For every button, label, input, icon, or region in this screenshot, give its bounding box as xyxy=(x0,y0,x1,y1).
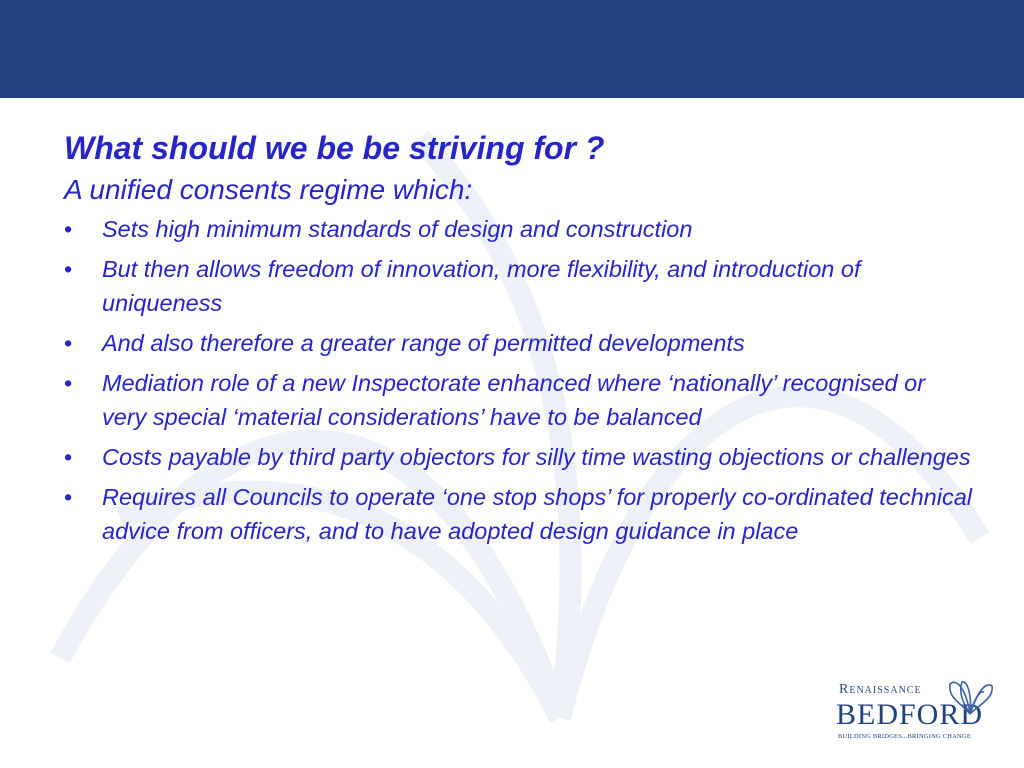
bullet-text: But then allows freedom of innovation, more flexibility, and introduction of uniqueness xyxy=(102,256,861,316)
bullet-text: Mediation role of a new Inspectorate enhanced where ‘nationally’ recognised or very special ‘material considerations’ have to be balanced xyxy=(102,370,926,430)
slide-subheading: A unified consents regime which: xyxy=(64,174,473,205)
bullet-item xyxy=(64,326,974,360)
header-band xyxy=(0,0,1024,98)
bullet-marker: • xyxy=(64,216,73,242)
bullet-item xyxy=(64,440,974,474)
butterfly-logo-icon xyxy=(944,674,996,718)
bullet-marker: • xyxy=(64,330,73,356)
bullet-item xyxy=(64,480,974,548)
bullet-text: Sets high minimum standards of design and construction xyxy=(102,216,693,242)
bullet-marker: • xyxy=(64,444,73,470)
bullet-marker: • xyxy=(64,484,73,510)
bullet-text: Requires all Councils to operate ‘one stop shops’ for properly co-ordinated technical advice from officers, and to have adopted design guidance in place xyxy=(102,484,972,544)
bullet-item xyxy=(64,212,974,246)
logo-text-bedford: BEDFORD xyxy=(836,698,984,731)
bullet-item xyxy=(64,366,974,434)
bullet-item xyxy=(64,252,974,320)
renaissance-bedford-logo xyxy=(836,674,996,744)
bullet-text: Costs payable by third party objectors for silly time wasting objections or challenges xyxy=(102,444,971,470)
slide-heading: What should we be be striving for ? xyxy=(64,130,605,166)
bullet-marker: • xyxy=(64,370,73,396)
bullet-marker: • xyxy=(64,256,73,282)
slide-content xyxy=(64,128,974,554)
bullet-list xyxy=(64,212,974,548)
logo-text-renaissance: Renaissance xyxy=(839,682,922,697)
logo-tagline: BUILDING BRIDGES...BRINGING CHANGE xyxy=(838,733,972,740)
bullet-text: And also therefore a greater range of permitted developments xyxy=(102,330,745,356)
